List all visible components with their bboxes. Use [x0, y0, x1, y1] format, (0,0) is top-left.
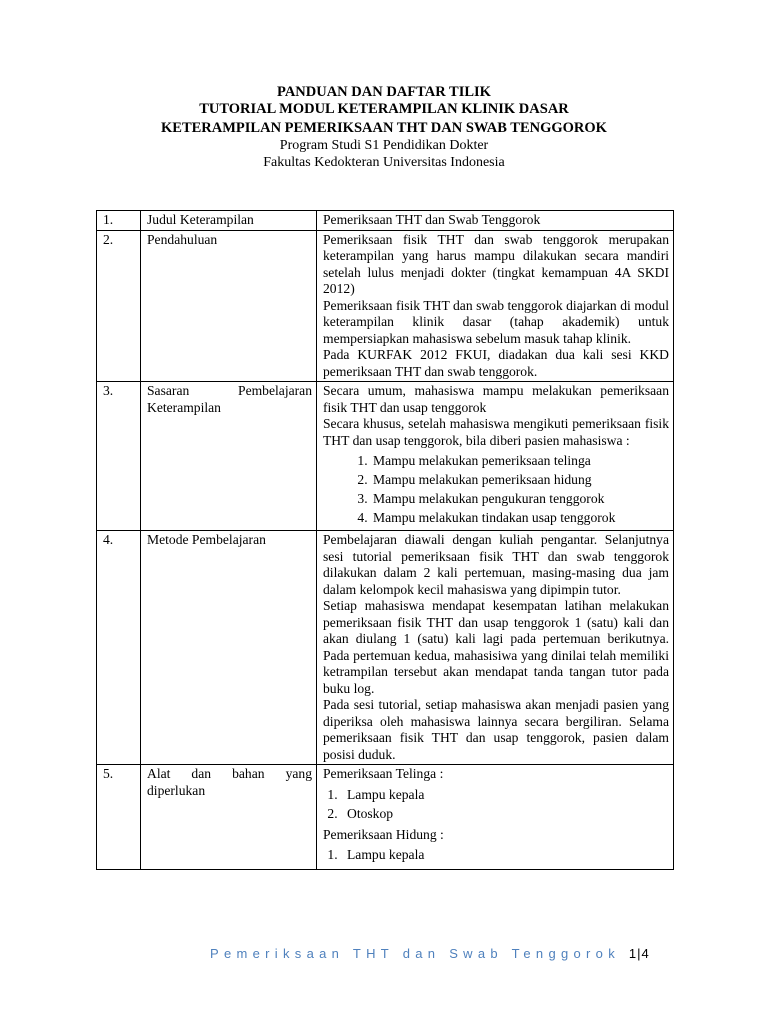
row-label	[141, 382, 317, 531]
list-item: 2. Otoskop	[341, 804, 669, 823]
list-item: 4. Mampu melakukan tindakan usap tenggorok	[371, 508, 669, 527]
list-item: 3. Mampu melakukan pengukuran tenggorok	[371, 489, 669, 508]
row-content	[317, 382, 674, 531]
paragraph: Pada KURFAK 2012 FKUI, diadakan dua kali sesi KKD pemeriksaan THT dan swab tenggorok.	[323, 347, 669, 379]
page-footer	[210, 946, 650, 961]
page-total: 4	[641, 946, 650, 961]
table-row	[97, 211, 674, 231]
guide-table	[96, 210, 674, 870]
faculty-name: Fakultas Kedokteran Universitas Indonesia	[263, 155, 505, 170]
program-name: Program Studi S1 Pendidikan Dokter	[279, 138, 489, 153]
paragraph: Pada sesi tutorial, setiap mahasiswa akan menjadi pasien yang diperiksa oleh mahasiswa lainnya secara bergiliran. Selama pemeriksaan fisik THT dan usap tenggorok, pasien dalam posisi duduk.	[323, 697, 669, 762]
row-content	[317, 531, 674, 765]
paragraph: Pembelajaran diawali dengan kuliah pengantar. Selanjutnya sesi tutorial pemeriksaan fisik THT dan swab tenggorok dilakukan dalam 2 kali pertemuan, masing-masing dua jam dalam kelompok kecil mahasiswa yang dipimpin tutor.	[323, 532, 669, 597]
ear-tools-list	[323, 785, 669, 823]
doc-title-line3: KETERAMPILAN PEMERIKSAAN THT DAN SWAB TENGGOROK	[161, 120, 607, 136]
list-item: 2. Mampu melakukan pemeriksaan hidung	[371, 470, 669, 489]
list-item: 1. Lampu kepala	[341, 845, 669, 864]
row-number: 2.	[97, 230, 141, 382]
row-number: 4.	[97, 531, 141, 765]
list-item: 1. Mampu melakukan pemeriksaan telinga	[371, 451, 669, 470]
doc-title-line1: PANDUAN DAN DAFTAR TILIK	[277, 84, 491, 100]
row-label-line: Alat dan bahan yang	[147, 766, 312, 781]
paragraph: Pemeriksaan fisik THT dan swab tenggorok diajarkan di modul keterampilan klinik dasar (tahap akademik) untuk mempersiapkan mahasiswa sebelum masuk tahap klinik.	[323, 297, 669, 346]
row-label-line: Keterampilan	[147, 399, 221, 415]
paragraph: Pemeriksaan fisik THT dan swab tenggorok merupakan keterampilan yang harus mampu dilakukan secara mandiri setelah lulus menjadi dokter (tingkat kemampuan 4A SKDI 2012)	[323, 231, 669, 296]
row-label	[141, 765, 317, 870]
row-number: 5.	[97, 765, 141, 870]
row-label: Metode Pembelajaran	[141, 531, 317, 765]
table-row	[97, 531, 674, 765]
row-label: Judul Keterampilan	[141, 211, 317, 231]
row-label: Pendahuluan	[141, 230, 317, 382]
nose-tools-list	[323, 845, 669, 864]
table-row	[97, 765, 674, 870]
row-number: 1.	[97, 211, 141, 231]
page-separator: |	[637, 946, 642, 961]
row-content	[317, 230, 674, 382]
list-item: 1. Lampu kepala	[341, 785, 669, 804]
objectives-list	[323, 451, 669, 527]
document-header	[0, 84, 768, 171]
row-label-line: diperlukan	[147, 782, 206, 798]
page-number: 1	[628, 946, 638, 961]
subheading-ear: Pemeriksaan Telinga :	[323, 766, 444, 781]
row-content	[317, 765, 674, 870]
row-content: Pemeriksaan THT dan Swab Tenggorok	[317, 211, 674, 231]
subheading-nose: Pemeriksaan Hidung :	[323, 826, 444, 842]
table-row	[97, 382, 674, 531]
footer-title: Pemeriksaan THT dan Swab Tenggorok	[210, 946, 620, 961]
paragraph: Secara khusus, setelah mahasiswa mengikuti pemeriksaan fisik THT dan usap tenggorok, bila diberi pasien mahasiswa :	[323, 416, 669, 448]
row-number: 3.	[97, 382, 141, 531]
paragraph: Setiap mahasiswa mendapat kesempatan latihan melakukan pemeriksaan fisik THT dan usap tenggorok 1 (satu) kali dan akan diulang 1 (satu) kali lagi pada pertemuan berikutnya. Pada pertemuan kedua, mahasisiwa yang dinilai telah memiliki ketrampilan tersebut akan mendapat tanda tangan tutor pada buku log.	[323, 598, 669, 696]
paragraph: Secara umum, mahasiswa mampu melakukan pemeriksaan fisik THT dan usap tenggorok	[323, 383, 669, 415]
doc-title-line2: TUTORIAL MODUL KETERAMPILAN KLINIK DASAR	[199, 101, 569, 117]
table-row	[97, 230, 674, 382]
row-label-line: Sasaran Pembelajaran	[147, 383, 312, 398]
